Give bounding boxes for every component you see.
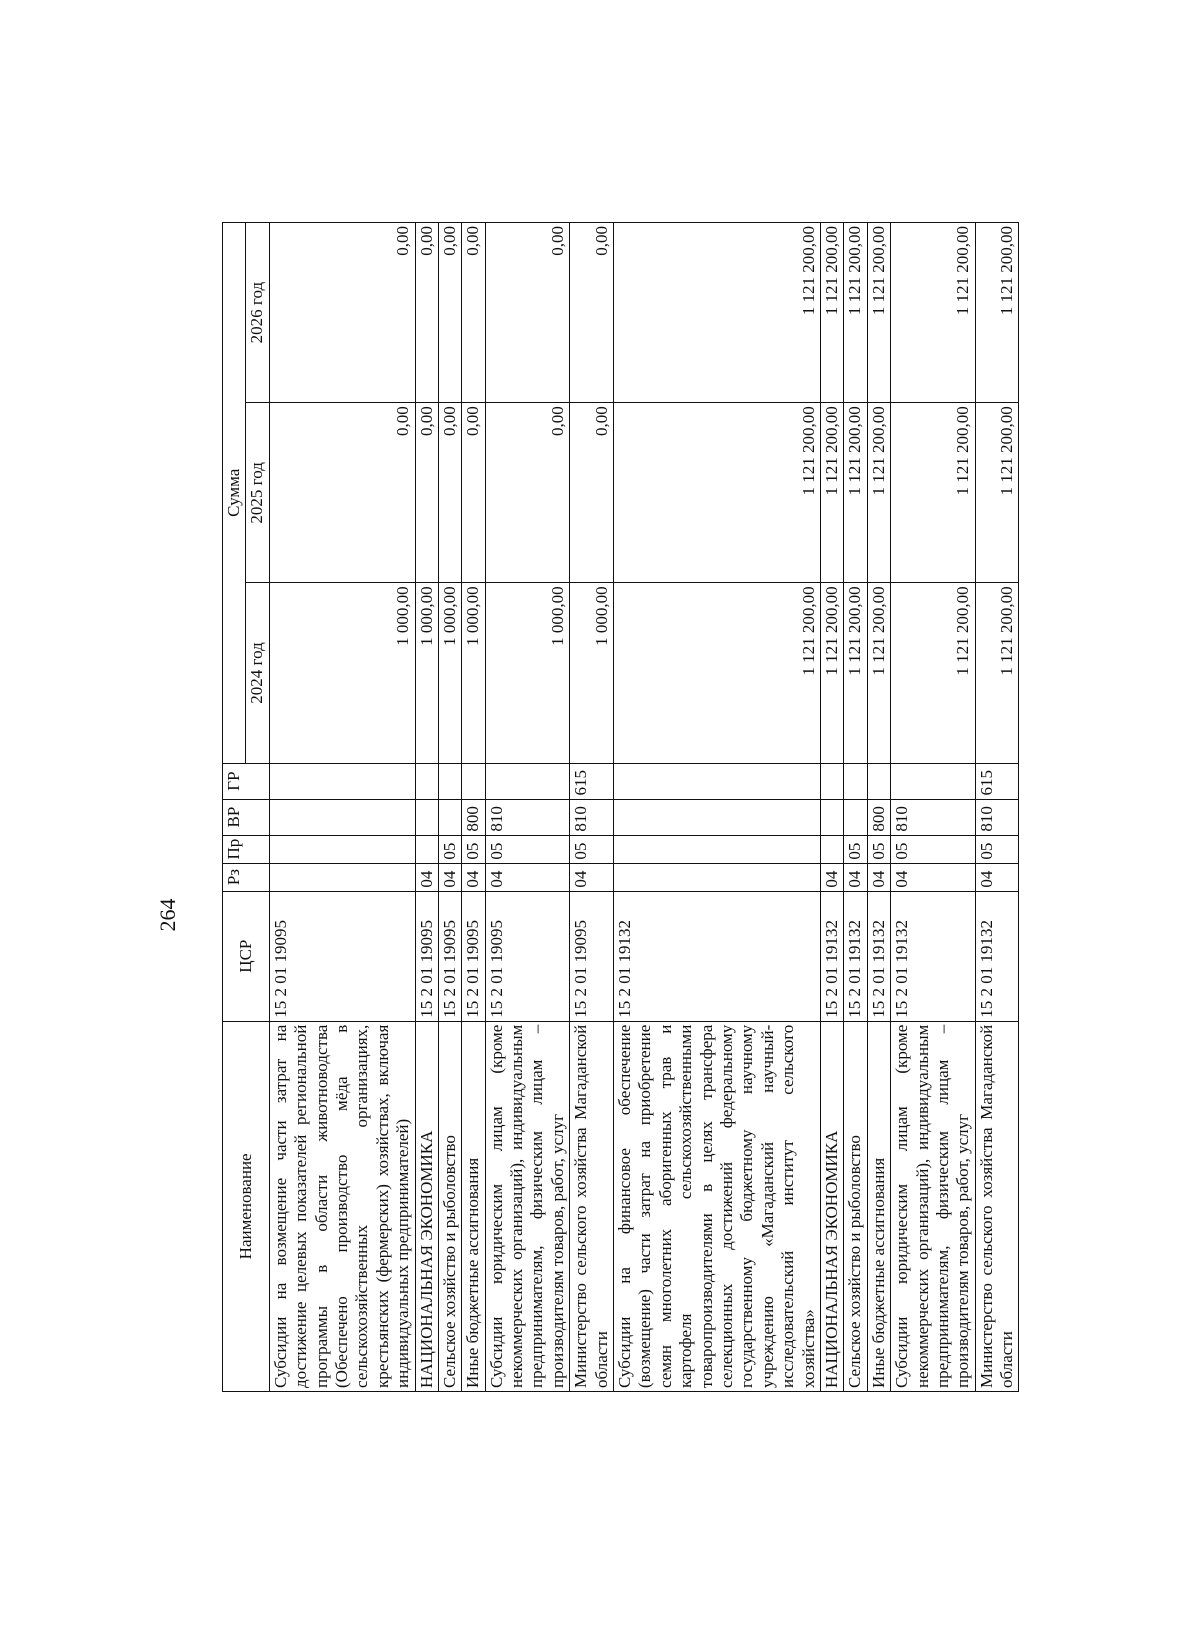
table-row xyxy=(570,223,614,1392)
cell-vr: 810 xyxy=(891,799,976,835)
cell-2026: 0,00 xyxy=(570,223,614,403)
cell-csr: 15 2 01 19132 xyxy=(844,891,867,1021)
cell-gr: 615 xyxy=(975,763,1019,799)
cell-pr: 05 xyxy=(975,835,1019,863)
cell-2026: 0,00 xyxy=(415,223,438,403)
cell-name: Сельское хозяйство и рыболовство xyxy=(844,1021,867,1391)
cell-gr xyxy=(614,763,821,799)
cell-pr xyxy=(820,835,843,863)
header-2026: 2026 год xyxy=(246,223,269,403)
table-row xyxy=(891,223,976,1392)
cell-gr xyxy=(891,763,976,799)
cell-name: Сельское хозяйство и рыболовство xyxy=(438,1021,461,1391)
cell-rz: 04 xyxy=(438,863,461,891)
cell-name: Субсидии юридическим лицам (кроме некоммерческих организаций), индивидуальным предпринимателям, физическим лицам – производителям товаров, работ, услуг xyxy=(485,1021,570,1391)
table-row xyxy=(415,223,438,1392)
cell-rz: 04 xyxy=(415,863,438,891)
cell-name: Субсидии на финансовое обеспечение (возмещение) части затрат на приобретение семян многолетних аборигенных трав и картофеля сельскохозяйственными товаропроизводителями в целях трансфера селекционных достижений федеральному государственному бюджетному научному учреждению «Магаданский научный-исследовательский институт сельского хозяйства» xyxy=(614,1021,821,1391)
cell-2024: 1 000,00 xyxy=(415,583,438,763)
cell-2026: 0,00 xyxy=(438,223,461,403)
table-row xyxy=(844,223,867,1392)
header-gr: ГР xyxy=(223,763,270,799)
cell-csr: 15 2 01 19132 xyxy=(820,891,843,1021)
table-header xyxy=(223,223,270,1392)
cell-gr xyxy=(820,763,843,799)
cell-pr: 05 xyxy=(462,835,485,863)
table-row xyxy=(462,223,485,1392)
cell-2024: 1 000,00 xyxy=(438,583,461,763)
cell-2024: 1 000,00 xyxy=(570,583,614,763)
cell-2025: 0,00 xyxy=(570,403,614,583)
cell-rz: 04 xyxy=(975,863,1019,891)
cell-2025: 1 121 200,00 xyxy=(844,403,867,583)
cell-pr: 05 xyxy=(844,835,867,863)
cell-csr: 15 2 01 19095 xyxy=(570,891,614,1021)
cell-2025: 0,00 xyxy=(415,403,438,583)
cell-2025: 0,00 xyxy=(438,403,461,583)
cell-2024: 1 121 200,00 xyxy=(867,583,890,763)
page-number: 264 xyxy=(155,898,180,932)
cell-csr: 15 2 01 19132 xyxy=(867,891,890,1021)
cell-vr: 800 xyxy=(462,799,485,835)
cell-2026: 0,00 xyxy=(269,223,415,403)
header-name: Наименование xyxy=(223,1021,270,1391)
cell-name: Министерство сельского хозяйства Магаданской области xyxy=(570,1021,614,1391)
table-row xyxy=(820,223,843,1392)
cell-vr xyxy=(614,799,821,835)
header-rz: Рз xyxy=(223,863,270,891)
cell-2024: 1 000,00 xyxy=(462,583,485,763)
header-pr: Пр xyxy=(223,835,270,863)
cell-name: Иные бюджетные ассигнования xyxy=(462,1021,485,1391)
cell-csr: 15 2 01 19132 xyxy=(891,891,976,1021)
cell-pr xyxy=(614,835,821,863)
cell-rz: 04 xyxy=(867,863,890,891)
header-csr: ЦСР xyxy=(223,891,270,1021)
header-2024: 2024 год xyxy=(246,583,269,763)
cell-csr: 15 2 01 19095 xyxy=(485,891,570,1021)
cell-rz: 04 xyxy=(844,863,867,891)
table-body xyxy=(269,223,1019,1392)
cell-pr xyxy=(269,835,415,863)
cell-2024: 1 121 200,00 xyxy=(891,583,976,763)
cell-name: НАЦИОНАЛЬНАЯ ЭКОНОМИКА xyxy=(415,1021,438,1391)
cell-csr: 15 2 01 19095 xyxy=(269,891,415,1021)
cell-name: Субсидии юридическим лицам (кроме некоммерческих организаций), индивидуальным предпринимателям, физическим лицам – производителям товаров, работ, услуг xyxy=(891,1021,976,1391)
cell-pr: 05 xyxy=(570,835,614,863)
cell-2025: 0,00 xyxy=(269,403,415,583)
cell-2026: 0,00 xyxy=(462,223,485,403)
table-row xyxy=(438,223,461,1392)
cell-2026: 1 121 200,00 xyxy=(844,223,867,403)
cell-vr xyxy=(269,799,415,835)
cell-gr xyxy=(867,763,890,799)
cell-gr xyxy=(844,763,867,799)
cell-vr xyxy=(415,799,438,835)
cell-2026: 1 121 200,00 xyxy=(867,223,890,403)
cell-csr: 15 2 01 19132 xyxy=(975,891,1019,1021)
cell-pr: 05 xyxy=(891,835,976,863)
cell-pr xyxy=(415,835,438,863)
cell-gr xyxy=(485,763,570,799)
cell-2025: 0,00 xyxy=(462,403,485,583)
cell-2026: 0,00 xyxy=(485,223,570,403)
cell-2024: 1 121 200,00 xyxy=(614,583,821,763)
cell-csr: 15 2 01 19132 xyxy=(614,891,821,1021)
header-2025: 2025 год xyxy=(246,403,269,583)
cell-2024: 1 121 200,00 xyxy=(975,583,1019,763)
cell-pr: 05 xyxy=(867,835,890,863)
cell-csr: 15 2 01 19095 xyxy=(415,891,438,1021)
cell-2025: 0,00 xyxy=(485,403,570,583)
cell-2025: 1 121 200,00 xyxy=(820,403,843,583)
budget-table xyxy=(222,222,1019,1392)
cell-2024: 1 121 200,00 xyxy=(844,583,867,763)
cell-vr xyxy=(820,799,843,835)
cell-vr: 800 xyxy=(867,799,890,835)
table-row xyxy=(975,223,1019,1392)
cell-rz: 04 xyxy=(820,863,843,891)
cell-vr: 810 xyxy=(485,799,570,835)
cell-rz xyxy=(269,863,415,891)
cell-name: НАЦИОНАЛЬНАЯ ЭКОНОМИКА xyxy=(820,1021,843,1391)
cell-gr xyxy=(269,763,415,799)
cell-rz: 04 xyxy=(485,863,570,891)
cell-rz xyxy=(614,863,821,891)
cell-gr: 615 xyxy=(570,763,614,799)
cell-pr: 05 xyxy=(438,835,461,863)
cell-2026: 1 121 200,00 xyxy=(891,223,976,403)
cell-2026: 1 121 200,00 xyxy=(614,223,821,403)
cell-2026: 1 121 200,00 xyxy=(975,223,1019,403)
cell-csr: 15 2 01 19095 xyxy=(438,891,461,1021)
table-row xyxy=(269,223,415,1392)
cell-2024: 1 000,00 xyxy=(269,583,415,763)
cell-2025: 1 121 200,00 xyxy=(614,403,821,583)
cell-vr xyxy=(844,799,867,835)
rotated-table-container xyxy=(222,222,1017,1392)
cell-2025: 1 121 200,00 xyxy=(867,403,890,583)
cell-name: Иные бюджетные ассигнования xyxy=(867,1021,890,1391)
cell-2024: 1 000,00 xyxy=(485,583,570,763)
cell-gr xyxy=(462,763,485,799)
cell-2025: 1 121 200,00 xyxy=(891,403,976,583)
cell-rz: 04 xyxy=(462,863,485,891)
table-row xyxy=(485,223,570,1392)
cell-vr: 810 xyxy=(975,799,1019,835)
cell-rz: 04 xyxy=(570,863,614,891)
cell-csr: 15 2 01 19095 xyxy=(462,891,485,1021)
cell-gr xyxy=(438,763,461,799)
table-row xyxy=(614,223,821,1392)
cell-name: Субсидии на возмещение части затрат на достижение целевых показателей региональной программы в области животноводства (Обеспечено производство мёда в сельскохозяйственных организациях, крестьянских (фермерских) хозяйствах, включая индивидуальных предпринимателей) xyxy=(269,1021,415,1391)
header-vr: ВР xyxy=(223,799,270,835)
cell-gr xyxy=(415,763,438,799)
cell-2024: 1 121 200,00 xyxy=(820,583,843,763)
cell-pr: 05 xyxy=(485,835,570,863)
cell-2026: 1 121 200,00 xyxy=(820,223,843,403)
header-sum: Сумма xyxy=(223,223,246,764)
table-row xyxy=(867,223,890,1392)
cell-2025: 1 121 200,00 xyxy=(975,403,1019,583)
cell-vr xyxy=(438,799,461,835)
cell-rz: 04 xyxy=(891,863,976,891)
cell-name: Министерство сельского хозяйства Магаданской области xyxy=(975,1021,1019,1391)
cell-vr: 810 xyxy=(570,799,614,835)
